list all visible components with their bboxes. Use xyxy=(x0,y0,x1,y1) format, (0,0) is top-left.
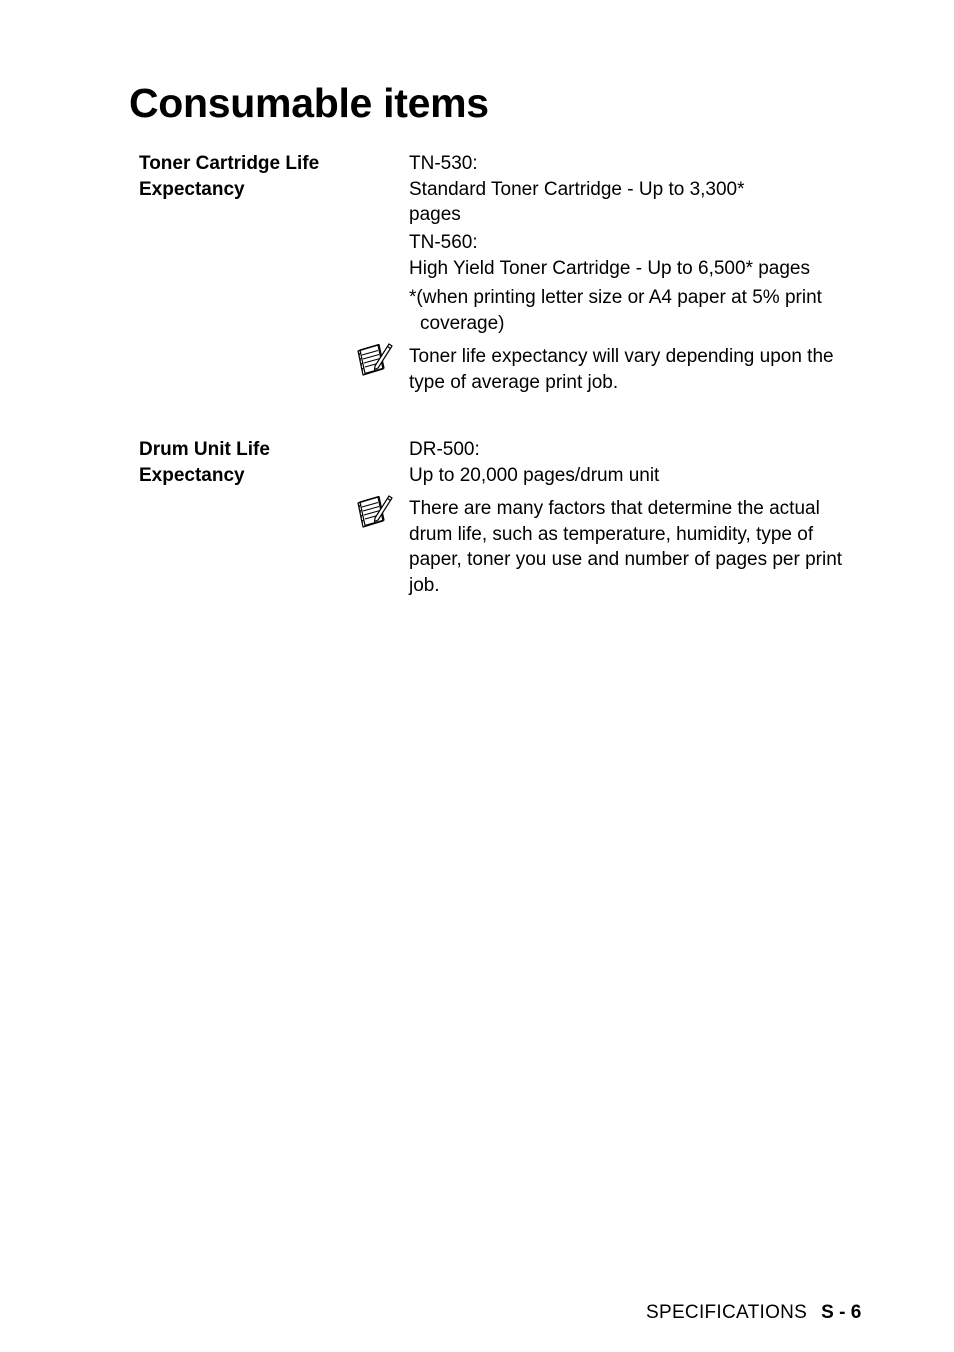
toner-standard-model: TN-530: xyxy=(409,153,478,174)
drum-spec xyxy=(409,437,879,488)
footer-section-name: SPECIFICATIONS xyxy=(646,1302,808,1323)
page-footer xyxy=(646,1300,861,1325)
footer-page-number: S - 6 xyxy=(821,1302,862,1323)
toner-note xyxy=(409,344,879,395)
drum-label-line2: Expectancy xyxy=(139,464,245,486)
drum-note-line3: paper, toner you use and number of pages per print xyxy=(409,549,843,570)
toner-label-line2: Expectancy xyxy=(139,178,245,200)
toner-standard-line1: Standard Toner Cartridge - Up to 3,300* xyxy=(409,178,745,200)
drum-spec-line: Up to 20,000 pages/drum unit xyxy=(409,464,660,486)
drum-model: DR-500: xyxy=(409,439,480,460)
toner-standard-line2: pages xyxy=(409,204,461,225)
drum-note-line2: drum life, such as temperature, humidity, type of xyxy=(409,523,814,545)
drum-note xyxy=(409,496,879,598)
toner-high-yield-model: TN-560: xyxy=(409,232,478,253)
toner-standard-spec xyxy=(409,151,879,228)
toner-footnote-line2: coverage) xyxy=(420,312,505,334)
drum-note-line4: job. xyxy=(409,574,440,596)
toner-high-yield-spec xyxy=(409,230,879,281)
note-pencil-icon xyxy=(354,493,396,529)
note-pencil-icon xyxy=(354,341,396,377)
toner-note-line1: Toner life expectancy will vary depending upon the xyxy=(409,346,834,367)
drum-note-line1: There are many factors that determine the actual xyxy=(409,498,820,519)
toner-footnote-line1: *(when printing letter size or A4 paper at 5% print xyxy=(409,287,822,308)
drum-life-label xyxy=(139,437,369,488)
page-title: Consumable items xyxy=(129,80,489,126)
toner-footnote xyxy=(409,285,879,336)
toner-high-yield-line1: High Yield Toner Cartridge - Up to 6,500* pages xyxy=(409,257,811,279)
toner-note-line2: type of average print job. xyxy=(409,371,619,393)
toner-label-line1: Toner Cartridge Life xyxy=(139,153,320,174)
toner-life-label xyxy=(139,151,369,202)
drum-label-line1: Drum Unit Life xyxy=(139,439,270,460)
